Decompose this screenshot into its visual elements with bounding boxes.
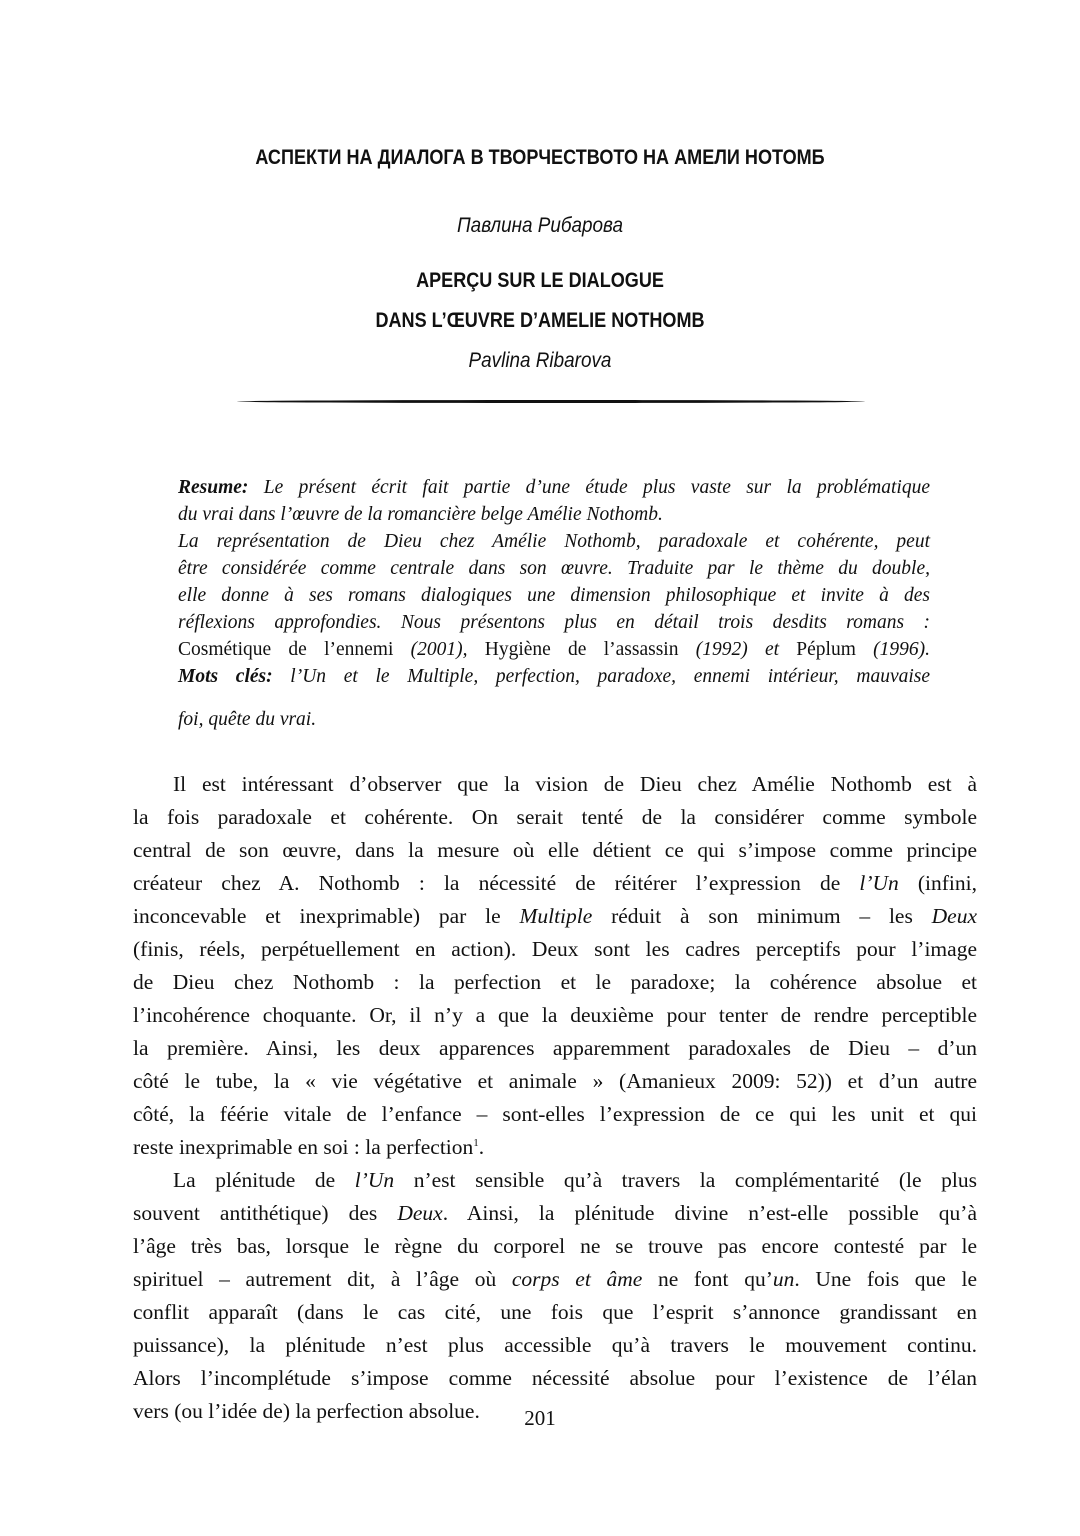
text-segment: la fois paradoxale et cohérente. On serait tenté de la considérer comme symbole <box>133 805 977 829</box>
text-line <box>178 528 930 555</box>
text-line <box>133 1329 977 1362</box>
text-line <box>133 999 977 1032</box>
body-text <box>133 768 977 1428</box>
text-line <box>133 1362 977 1395</box>
text-line <box>133 867 977 900</box>
text-segment: Le présent écrit fait partie d’une étude plus vaste sur la problématique <box>248 477 930 498</box>
text-segment: foi, quête du vrai. <box>178 709 317 730</box>
text-line <box>178 474 930 501</box>
text-segment: central de son œuvre, dans la mesure où elle détient ce qui s’impose comme principe <box>133 838 977 862</box>
text-segment: inconcevable et inexprimable) par le <box>133 904 520 928</box>
text-segment: n’est sensible qu’à travers la complémentarité (le plus <box>394 1168 977 1192</box>
text-segment: elle donne à ses romans dialogiques une dimension philosophique et invite à des <box>178 585 930 606</box>
text-segment: réflexions approfondies. Nous présentons plus en détail trois desdits romans : <box>178 612 930 633</box>
text-segment: l’Un et le Multiple, perfection, paradoxe, ennemi intérieur, mauvaise <box>272 666 931 687</box>
text-segment: côté le tube, la « vie végétative et animale » (Amanieux 2009: 52)) et d’un autre <box>133 1069 977 1093</box>
text-segment: du vrai dans l’œuvre de la romancière belge Amélie Nothomb. <box>178 504 663 525</box>
text-segment: souvent antithétique) des <box>133 1201 398 1225</box>
text-line <box>133 933 977 966</box>
text-line <box>133 768 977 801</box>
text-line <box>133 1197 977 1230</box>
text-segment: Hygiène de l’assassin <box>467 639 696 660</box>
text-segment: . Ainsi, la plénitude divine n’est-elle possible qu’à <box>442 1201 978 1225</box>
text-segment: conflit apparaît (dans le cas cité, une fois que l’esprit s’annonce grandissant en <box>133 1300 977 1324</box>
text-line <box>133 801 977 834</box>
paragraph <box>133 768 977 1164</box>
text-segment: l’âge très bas, lorsque le règne du corporel ne se trouve pas encore contesté par le <box>133 1234 977 1258</box>
text-segment: . Une fois que le <box>794 1267 977 1291</box>
text-line <box>178 636 930 663</box>
text-line <box>178 582 930 609</box>
text-segment: Alors l’incomplétude s’impose comme nécessité absolue pour l’existence de l’élan <box>133 1366 977 1390</box>
text-segment: Péplum <box>779 639 874 660</box>
text-line <box>133 1032 977 1065</box>
paragraph <box>133 1164 977 1428</box>
text-line <box>178 555 930 582</box>
text-line <box>178 663 930 690</box>
text-segment: (infini, <box>898 871 977 895</box>
page-number: 201 <box>524 1406 556 1430</box>
text-segment: côté, la féérie vitale de l’enfance – sont-elles l’expression de ce qui les unit et qui <box>133 1102 977 1126</box>
article-title-french-line2: DANS L’ŒUVRE D’AMELIE NOTHOMB <box>375 309 705 332</box>
text-line <box>133 1065 977 1098</box>
text-segment: puissance), la plénitude n’est plus accessible qu’à travers le mouvement continu. <box>133 1333 977 1357</box>
text-segment: ne font qu’ <box>642 1267 773 1291</box>
text-segment: l’Un <box>354 1168 395 1192</box>
text-line <box>133 1296 977 1329</box>
text-segment: (1992) et <box>695 639 780 660</box>
text-line <box>133 1263 977 1296</box>
text-segment: (2001), <box>410 639 468 660</box>
text-segment: un <box>772 1267 795 1291</box>
text-segment: La représentation de Dieu chez Amélie Nothomb, paradoxale et cohérente, peut <box>178 531 930 552</box>
text-segment: Multiple <box>519 904 593 928</box>
author-name-french: Pavlina Ribarova <box>468 349 612 372</box>
text-line <box>178 609 930 636</box>
text-segment: être considérée comme centrale dans son œuvre. Traduite par le thème du double, <box>178 558 930 579</box>
text-segment: La plénitude de <box>173 1168 355 1192</box>
text-segment: Mots clés: <box>178 666 273 687</box>
title-divider <box>237 400 865 403</box>
footnote-ref[interactable]: 1 <box>473 1136 479 1149</box>
text-segment: Cosmétique de l’ennemi <box>178 639 411 660</box>
text-segment: la première. Ainsi, les deux apparences apparemment paradoxales de Dieu – d’un <box>133 1036 977 1060</box>
text-line <box>133 1131 977 1164</box>
text-segment: vers (ou l’idée de) la perfection absolue. <box>133 1399 480 1423</box>
text-segment: réduit à son minimum – les <box>592 904 932 928</box>
text-line <box>133 834 977 867</box>
author-name-bulgarian: Павлина Рибарова <box>456 214 624 237</box>
text-segment: créateur chez A. Nothomb : la nécessité de réitérer l’expression de <box>133 871 860 895</box>
text-segment: Deux <box>931 904 977 928</box>
text-line <box>133 1164 977 1197</box>
text-line <box>133 1230 977 1263</box>
text-segment: (1996). <box>873 639 930 660</box>
text-line <box>133 1098 977 1131</box>
article-title-bulgarian: АСПЕКТИ НА ДИАЛОГА В ТВОРЧЕСТВОТО НА АМЕЛИ НОТОМБ <box>255 146 825 169</box>
text-segment: Resume: <box>178 477 249 498</box>
text-line <box>133 900 977 933</box>
text-segment: corps et âme <box>511 1267 643 1291</box>
text-segment: de Dieu chez Nothomb : la perfection et le paradoxe; la cohérence absolue et <box>133 970 977 994</box>
text-line <box>178 706 930 733</box>
text-segment: . <box>478 1135 485 1159</box>
text-segment: l’incohérence choquante. Or, il n’y a que la deuxième pour tenter de rendre perceptible <box>133 1003 977 1027</box>
text-segment: reste inexprimable en soi : la perfection <box>133 1135 474 1159</box>
article-title-french-line1: APERÇU SUR LE DIALOGUE <box>416 269 664 292</box>
text-segment: (finis, réels, perpétuellement en action). Deux sont les cadres perceptifs pour l’image <box>133 937 977 961</box>
text-segment: spirituel – autrement dit, à l’âge où <box>133 1267 512 1291</box>
text-segment: l’Un <box>859 871 899 895</box>
text-line <box>178 501 930 528</box>
text-segment: Il est intéressant d’observer que la vision de Dieu chez Amélie Nothomb est à <box>173 772 977 796</box>
abstract <box>178 474 930 733</box>
text-line <box>133 966 977 999</box>
text-segment: Deux <box>397 1201 443 1225</box>
